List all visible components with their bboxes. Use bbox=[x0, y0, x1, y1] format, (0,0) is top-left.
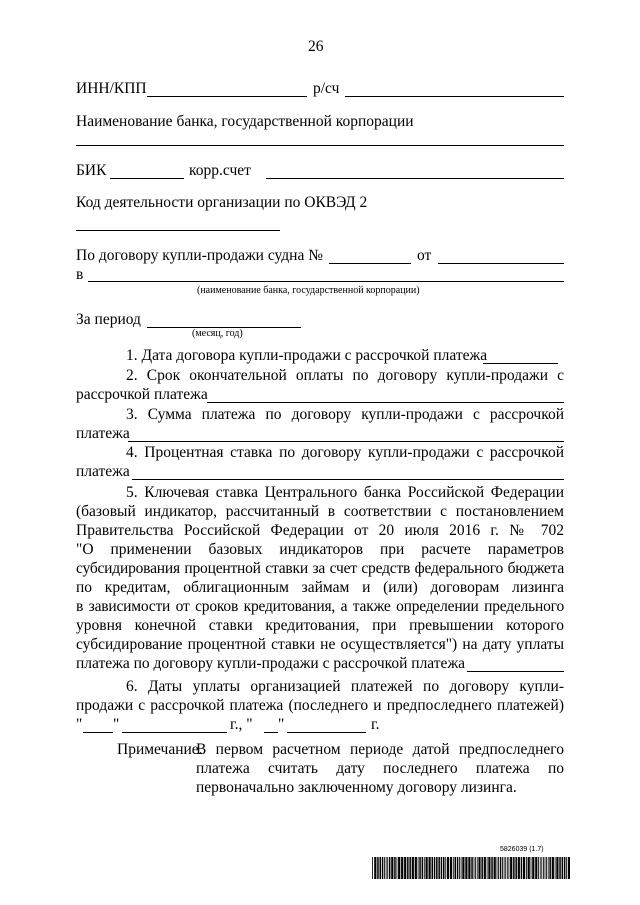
note-line-1: В первом расчетном периоде датой предпоследнего bbox=[196, 741, 564, 758]
item-4-line-2: платежа bbox=[76, 463, 130, 480]
contract-number-blank bbox=[329, 263, 411, 264]
item-6-month-blank-2 bbox=[287, 732, 366, 733]
item-3-line-2: платежа bbox=[76, 425, 130, 442]
account-blank bbox=[345, 96, 564, 97]
okved-blank bbox=[76, 230, 280, 231]
item-5-line: субсидирования процентной ставки за счет средств федерального бюджета bbox=[76, 560, 564, 577]
in-label: в bbox=[76, 266, 84, 283]
bank-blank bbox=[88, 281, 564, 282]
from-label: от bbox=[417, 247, 432, 264]
item-6-year-2: г. bbox=[371, 716, 380, 733]
okved-label: Код деятельности организации по ОКВЭД 2 bbox=[76, 194, 368, 211]
contract-label: По договору купли-продажи судна № bbox=[76, 247, 324, 264]
item-6-quote: " bbox=[113, 716, 120, 733]
inn-kpp-label: ИНН/КПП bbox=[76, 80, 147, 97]
item-5-blank bbox=[467, 671, 564, 672]
item-4-blank bbox=[132, 479, 564, 480]
note-line-3: первоначально заключенному договору лизинга. bbox=[196, 779, 517, 796]
item-2-blank bbox=[207, 402, 564, 403]
bik-blank bbox=[110, 178, 184, 179]
item-1-blank bbox=[483, 363, 558, 364]
item-3-blank bbox=[128, 441, 564, 442]
item-5-line: в зависимости от сроков кредитования, а также определении предельного bbox=[76, 598, 564, 615]
item-5-line: (базовый индикатор, рассчитанный в соответствии с постановлением bbox=[76, 503, 564, 520]
corr-account-blank bbox=[266, 178, 564, 179]
item-6-quote: " bbox=[278, 716, 285, 733]
barcode-number: 5826039 (1.7) bbox=[500, 846, 544, 853]
item-3-line-1: 3. Сумма платежа по договору купли-продажи с рассрочкой bbox=[126, 406, 564, 423]
item-5-line: 5. Ключевая ставка Центрального банка Российской Федерации bbox=[126, 484, 564, 501]
item-6-quote: " bbox=[76, 716, 83, 733]
item-5-line: Правительства Российской Федерации от 20 июля 2016 г. № 702 bbox=[76, 522, 564, 539]
item-2-line-2: рассрочкой платежа bbox=[76, 386, 208, 403]
corr-account-label: корр.счет bbox=[189, 162, 251, 179]
item-5-line: уровня конечной ставки кредитования, при превышении которого bbox=[76, 617, 564, 634]
note-line-2: платежа считать дату последнего платежа по bbox=[196, 760, 564, 777]
item-5-line: "О применении базовых индикаторов при расчете параметров bbox=[76, 541, 564, 558]
item-6-line-2: продажи с рассрочкой платежа (последнего и предпоследнего платежей) bbox=[76, 697, 564, 714]
item-5-line: по кредитам, облигационным займам и (или) договорам лизинга bbox=[76, 579, 564, 596]
bank-name-blank bbox=[76, 145, 564, 146]
period-label: За период bbox=[76, 311, 141, 328]
item-6-day-blank-1 bbox=[83, 732, 113, 733]
account-label: р/сч bbox=[313, 80, 340, 97]
item-6-year-1: г., " bbox=[230, 716, 253, 733]
item-5-line: субсидирование процентной ставки не осуществляется") на дату уплаты bbox=[76, 636, 564, 653]
item-6-day-blank-2 bbox=[264, 732, 278, 733]
item-4-line-1: 4. Процентная ставка по договору купли-продажи с рассрочкой bbox=[126, 444, 564, 461]
item-2-line-1: 2. Срок окончательной оплаты по договору купли-продажи с bbox=[126, 367, 564, 384]
item-6-month-blank-1 bbox=[122, 732, 227, 733]
bik-label: БИК bbox=[76, 162, 107, 179]
page-number: 26 bbox=[308, 38, 324, 55]
bank-caption: (наименование банка, государственной корпорации) bbox=[197, 285, 420, 296]
period-caption: (месяц, год) bbox=[192, 328, 243, 339]
bank-name-label: Наименование банка, государственной корпорации bbox=[76, 113, 414, 130]
item-5-last-line: платежа по договору купли-продажи с рассрочкой платежа bbox=[76, 655, 466, 672]
inn-kpp-blank bbox=[147, 96, 307, 97]
contract-date-blank bbox=[438, 263, 564, 264]
barcode-icon bbox=[372, 857, 570, 879]
note-label: Примечание. bbox=[117, 741, 203, 758]
item-6-line-1: 6. Даты уплаты организацией платежей по договору купли- bbox=[126, 678, 564, 695]
item-1: 1. Дата договора купли-продажи с рассрочкой платежа bbox=[126, 347, 488, 364]
